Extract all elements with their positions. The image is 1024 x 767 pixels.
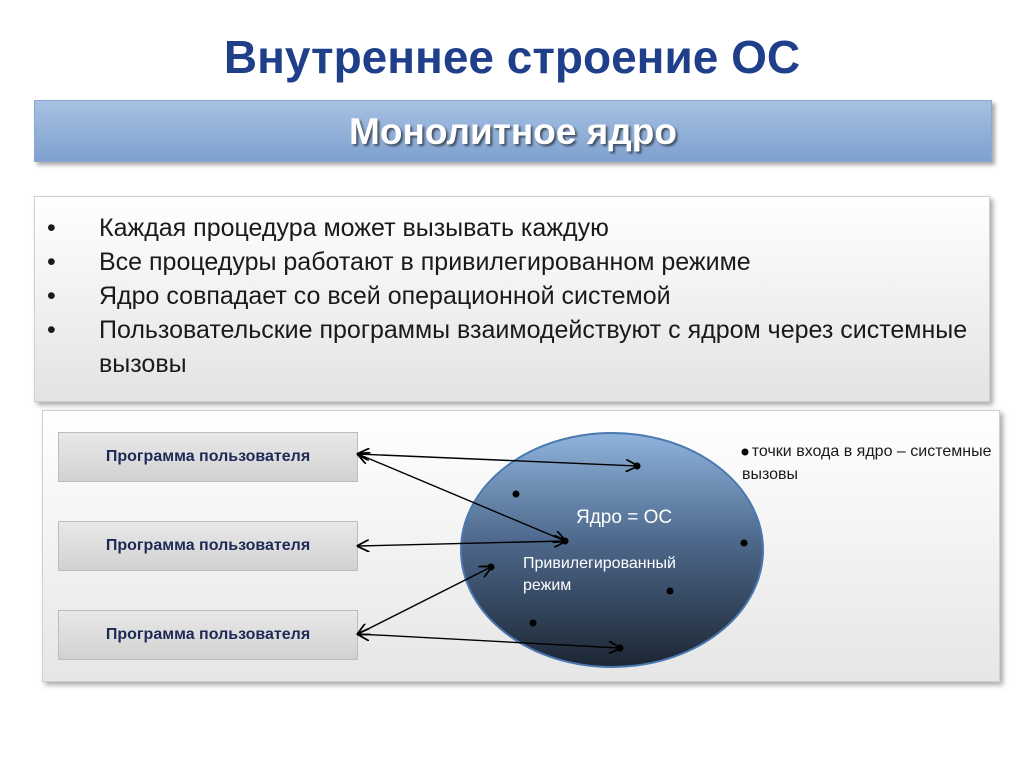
legend-text: - точки входа в ядро – системные вызовы bbox=[742, 443, 992, 483]
call-arrow bbox=[358, 567, 491, 634]
entry-point-dot bbox=[530, 620, 537, 627]
entry-point-dot bbox=[741, 540, 748, 547]
kernel-ellipse bbox=[461, 433, 763, 667]
kernel-label: Ядро = ОС bbox=[576, 507, 673, 528]
bullet-item: • Пользовательские программы взаимодействуют с ядром через системные вызовы bbox=[35, 313, 989, 381]
user-program-box: Программа пользователя bbox=[58, 521, 358, 571]
privileged-mode-label: Привилегированный режим bbox=[523, 555, 676, 594]
banner-text: Монолитное ядро bbox=[349, 111, 677, 152]
user-program-box: Программа пользователя bbox=[58, 610, 358, 660]
bullet-item: • Ядро совпадает со всей операционной системой bbox=[35, 279, 989, 313]
slide-title: Внутреннее строение ОС bbox=[223, 31, 801, 83]
entry-point-dot bbox=[513, 491, 520, 498]
user-program-box: Программа пользователя bbox=[58, 432, 358, 482]
bullet-item: • Каждая процедура может вызывать каждую bbox=[35, 211, 989, 245]
bullet-item: • Все процедуры работают в привилегированном режиме bbox=[35, 245, 989, 279]
